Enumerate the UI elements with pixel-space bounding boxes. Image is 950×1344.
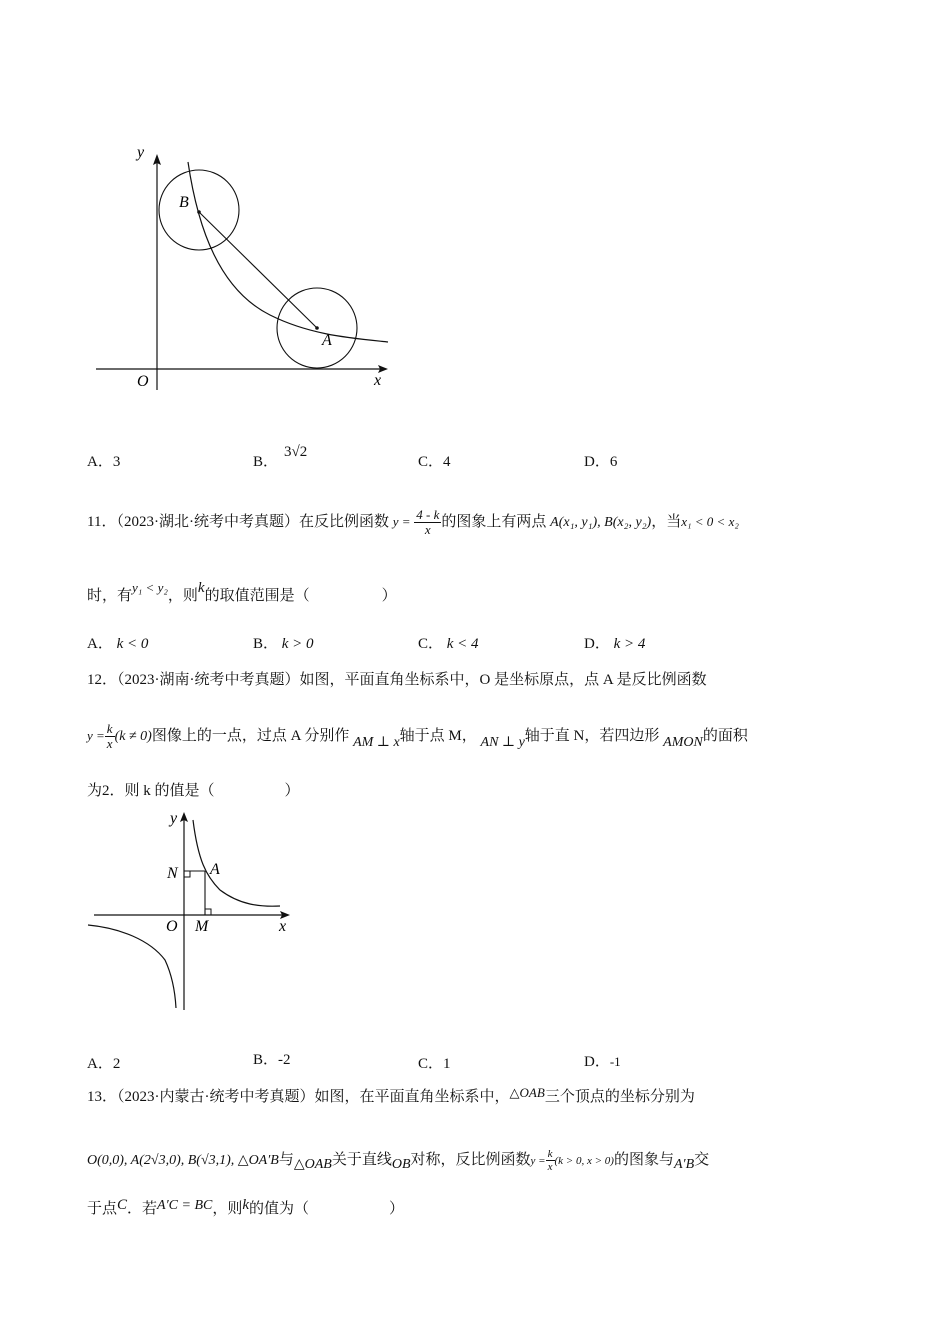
q11-number: 11． <box>87 513 117 530</box>
svg-text:x: x <box>279 918 287 935</box>
label-B: B <box>179 194 189 211</box>
q12-option-a[interactable]: A．2 <box>87 1056 121 1072</box>
question-12-line2: y = $\frac{k}{x}$ (k ≠ 0)图像上的一点，过点 A 分别作 AM ⊥ x轴于点 M， AN ⊥ y轴于直 N，若四边形 AMON的面积 <box>87 721 748 751</box>
q12-option-d[interactable]: D．-1 <box>584 1054 621 1070</box>
q10-option-a[interactable]: A．3 <box>87 454 121 470</box>
q12-number: 12． <box>87 672 118 688</box>
svg-text:y: y <box>170 810 178 827</box>
q13-source: （2023·内蒙古·统考中考真题） <box>117 1089 315 1105</box>
q11-option-d[interactable]: D． k > 4 <box>584 636 646 652</box>
q11-source: （2023·湖北·统考中考真题） <box>116 513 299 530</box>
svg-text:M: M <box>195 918 209 935</box>
q10-option-b[interactable]: B．3√2 <box>253 444 308 470</box>
label-x: x <box>374 372 382 389</box>
label-y: y <box>137 144 145 161</box>
question-13-line2: O(0,0), A(2√3,0), B(√3,1), △OA′B与△OAB关于直线OB对称，反比例函数y = $\frac{k}{x}$ (k > 0, x > 0)的图象与A′B交 <box>87 1148 710 1174</box>
q12-option-c[interactable]: C．1 <box>418 1056 451 1072</box>
question-11-line2: 时，有y₁ < y₂，则k的取值范围是（ ） <box>87 580 397 604</box>
q11-option-a[interactable]: A． k < 0 <box>87 636 149 652</box>
svg-text:A: A <box>210 861 220 878</box>
q10-option-c[interactable]: C．4 <box>418 454 451 470</box>
figure-circles-hyperbola <box>90 140 400 390</box>
svg-text:N: N <box>167 865 178 882</box>
question-13-line3: 于点C．若A′C = BC，则k的值为（ ） <box>87 1197 405 1217</box>
svg-text:O: O <box>166 918 178 935</box>
q10-option-d[interactable]: D．6 <box>584 454 618 470</box>
q11-option-c[interactable]: C． k < 4 <box>418 636 479 652</box>
question-12-line3: 为2．则 k 的值是（ ） <box>87 783 300 799</box>
q11-fraction: $\frac{4 - k}{x}$ <box>416 507 440 537</box>
question-11-line1: 11．（2023·湖北·统考中考真题）在反比例函数 y = $\frac{4 - k}{x}$ 的图象上有两点 A(x₁, y₁), B(x₂, y₂)，当x₁ < 0 < x₂ <box>87 507 739 537</box>
label-A: A <box>322 332 332 349</box>
label-origin: O <box>137 373 149 390</box>
question-13-line1: 13．（2023·内蒙古·统考中考真题）如图，在平面直角坐标系中，△OAB三个顶点的坐标分别为 <box>87 1085 695 1105</box>
q13-number: 13． <box>87 1089 118 1105</box>
q12-source: （2023·湖南·统考中考真题） <box>117 672 300 688</box>
q12-option-b[interactable]: B．-2 <box>253 1052 291 1068</box>
question-12-line1: 12．（2023·湖南·统考中考真题）如图，平面直角坐标系中，O 是坐标原点，点 A 是反比例函数 <box>87 672 707 688</box>
q11-option-b[interactable]: B． k > 0 <box>253 636 314 652</box>
figure-hyperbola-rectangle <box>85 805 300 1015</box>
